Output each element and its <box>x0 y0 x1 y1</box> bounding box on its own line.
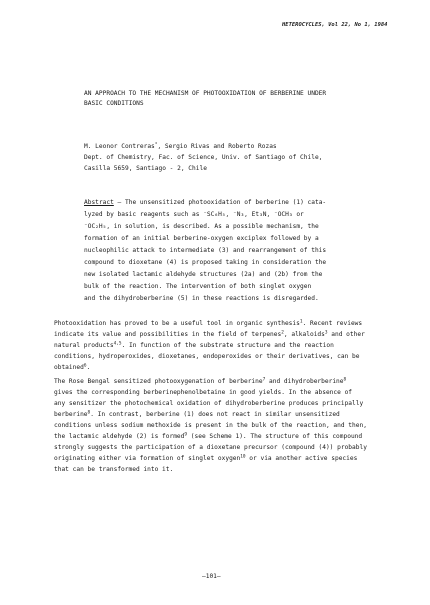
ref-8b: 8 <box>87 410 91 416</box>
affiliation-line-1: Dept. of Chemistry, Fac. of Science, Univ. of Santiago of Chile, <box>84 154 323 161</box>
abstract-line-9: and the dihydroberberine (5) in these reactions is disregarded. <box>84 295 319 302</box>
article-title-line-2: BASIC CONDITIONS <box>84 100 144 107</box>
abstract-line-4: formation of an initial berberine-oxygen exciplex followed by a <box>84 235 319 242</box>
body-p1-line-1: Photooxidation has proved to be a useful tool in organic synthesis$^1$. Recent reviews <box>54 319 363 327</box>
abstract-line-5: nucleophilic attack to intermediate (3) and rearrangement of this <box>84 247 327 254</box>
ref-7: 7 <box>262 377 266 383</box>
body-p1-line-2: indicate its value and possibilities in the field of terpenes$^2$, alkaloids$^3$ and other <box>54 330 365 338</box>
body-p2-line-3: any sensitizer the photochemical oxidation of dihydroberberine produces principally <box>54 400 364 407</box>
abstract-heading: Abstract <box>84 199 114 206</box>
body-p2-line-8: originating either via formation of singlet oxygen$^{10}$ or via another active species <box>54 454 358 462</box>
journal-header: HETEROCYCLES, Vol 22, No 1, 1984 <box>282 22 388 28</box>
article-title-line-1: AN APPROACH TO THE MECHANISM OF PHOTOOXIDATION OF BERBERINE UNDER <box>84 90 327 97</box>
page-number: —101— <box>202 573 221 580</box>
abstract-line-6: compound to dioxetane (4) is proposed taking in consideration the <box>84 259 327 266</box>
author-line <box>84 143 277 151</box>
body-p1-line-3: natural products$^{4,5}$. In function of the substrate structure and the reaction <box>54 341 334 349</box>
ref-9: 9 <box>184 432 188 438</box>
ref-3: 3 <box>324 330 328 336</box>
body-p2-line-5: conditions unless sodium methoxide is present in the bulk of the reaction, and then, <box>54 422 367 429</box>
abstract-line-8: bulk of the reaction. The intervention of both singlet oxygen <box>84 283 312 290</box>
body-p2-line-7: strongly suggests the participation of a dioxetane precursor (compound (4)) probably <box>54 444 367 451</box>
body-p2-line-1: The Rose Bengal sensitized photooxygenation of berberine$^7$ and dihydroberberine$^8$ <box>54 377 347 385</box>
corresponding-author-marker: * <box>154 142 158 148</box>
main-author: M. Leonor Contreras <box>84 143 155 150</box>
abstract-line-1 <box>84 199 326 207</box>
abstract-line-2: lyzed by basic reagents such as ⁻SC₆H₅, ⁻N₃, Et₃N, ⁻OCH₃ or <box>84 211 304 218</box>
body-p2-line-6: the lactamic aldehyde (2) is formed$^9$ (see Scheme 1). The structure of this compound <box>54 432 363 440</box>
coauthors: , Sergio Rivas and Roberto Rozas <box>157 143 277 150</box>
ref-8: 8 <box>343 377 347 383</box>
body-p2-line-4: berberine$^8$. In contrast, berberine (1) does not react in similar unsensitized <box>54 410 340 418</box>
ref-6: 6 <box>83 363 87 369</box>
ref-4-5: 4,5 <box>113 341 122 347</box>
abstract-line-1-text: — The unsensitized photooxidation of berberine (1) cata- <box>113 199 327 206</box>
abstract-line-7: new isolated lactamic aldehyde structures (2a) and (2b) from the <box>84 271 323 278</box>
body-p1-line-4: conditions, hydroperoxides, dioxetanes, endoperoxides or their derivatives, can be <box>54 353 360 360</box>
ref-10: 10 <box>240 454 246 460</box>
ref-1: 1 <box>299 319 303 325</box>
body-p2-line-2: gives the corresponding berberinephenolbetaine in good yields. In the absence of <box>54 389 353 396</box>
affiliation-line-2: Casilla 5659, Santiago - 2, Chile <box>84 165 207 172</box>
body-p2-line-9: that can be transformed into it. <box>54 466 174 473</box>
ref-2: 2 <box>281 330 284 336</box>
abstract-line-3: ⁻OC₂H₅, in solution, is described. As a possible mechanism, the <box>84 223 319 230</box>
body-p1-line-5: obtained$^6$. <box>54 363 91 371</box>
